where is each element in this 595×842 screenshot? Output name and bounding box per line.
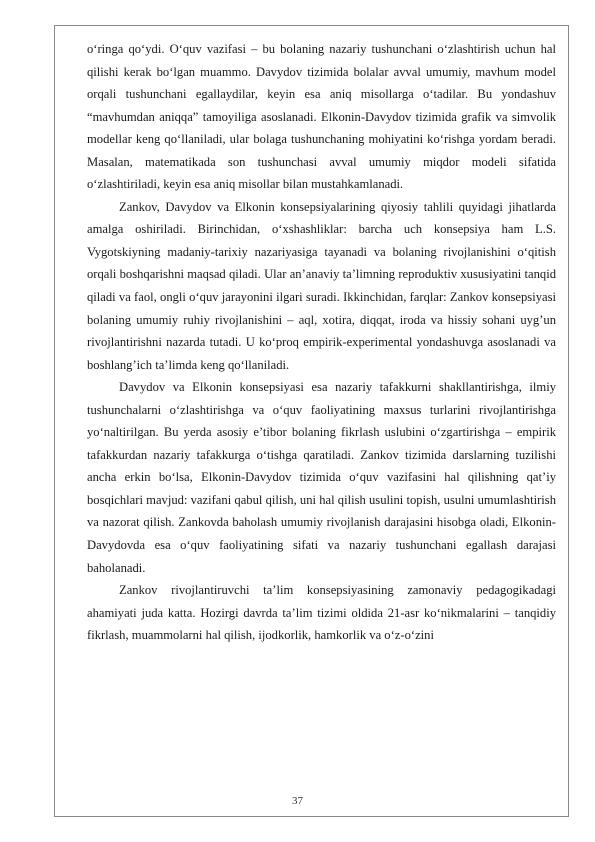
page-number: 37 [292, 795, 303, 807]
paragraph-3: Davydov va Elkonin konsepsiyasi esa nazariy tafakkurni shakllantirishga, ilmiy tushunchalarni o‘zlashtirishga va o‘quv faoliyatining maxsus turlarini rivojlantirishga yo‘naltirilgan. Bu yerda asosiy e’tibor bolaning fikrlash uslubini o‘zgartirishga – empirik tafakkurdan nazariy tafakkurga o‘tishga qaratiladi. Zankov tizimida darslarning tuzilishi ancha erkin bo‘lsa, Elkonin-Davydov tizimida o‘quv vazifasini hal qilishning qat’iy bosqichlari mavjud: vazifani qabul qilish, uni hal qilish usulini topish, usulni umumlashtirish va nazorat qilish. Zankovda baholash umumiy rivojlanish darajasini hisobga oladi, Elkonin-Davydovda esa o‘quv faoliyatining sifati va nazariy tushunchani egallash darajasi baholanadi. [87, 380, 556, 575]
paragraph-2: Zankov, Davydov va Elkonin konsepsiyalarining qiyosiy tahlili quyidagi jihatlarda amalga oshiriladi. Birinchidan, o‘xshashliklar: barcha uch konsepsiya ham L.S. Vygotskiyning madaniy-tarixiy nazariyasiga tayanadi va bolaning rivojlanishini o‘qitish orqali boshqarishni maqsad qiladi. Ular an’anaviy ta’limning reproduktiv xususiyatini tanqid qiladi va faol, ongli o‘quv jarayonini ilgari suradi. Ikkinchidan, farqlar: Zankov konsepsiyasi bolaning umumiy ruhiy rivojlanishini – aql, xotira, diqqat, iroda va hissiy sohani uyg’un rivojlantirishni nazarda tutadi. U ko‘proq empirik-experimental yondashuvga asoslanadi va boshlang’ich ta’limda keng qo‘llaniladi. [87, 199, 556, 372]
paragraph-1: o‘ringa qo‘ydi. O‘quv vazifasi – bu bolaning nazariy tushunchani o‘zlashtirish uchun hal qilishi kerak bo‘lgan muammo. Davydov tizimida bolalar avval umumiy, mavhum model orqali tushunchani egallaydilar, keyin esa aniq misollarga o‘tadilar. Bu yondashuv “mavhumdan aniqqa” tamoyiliga asoslanadi. Elkonin-Davydov tizimida grafik va simvolik modellar keng qo‘llaniladi, ular bolaga tushunchaning mohiyatini ko‘rishga yordam beradi. Masalan, matematikada son tushunchasi avval umumiy miqdor modeli sifatida o‘zlashtiriladi, keyin esa aniq misollar bilan mustahkamlanadi. [87, 42, 556, 192]
document-body [87, 38, 556, 647]
paragraph-4: Zankov rivojlantiruvchi ta’lim konsepsiyasining zamonaviy pedagogikadagi ahamiyati juda katta. Hozirgi davrda ta’lim tizimi oldida 21-asr ko‘nikmalarini – tanqidiy fikrlash, muammolarni hal qilish, ijodkorlik, hamkorlik va o‘z-o‘zini [87, 583, 556, 643]
